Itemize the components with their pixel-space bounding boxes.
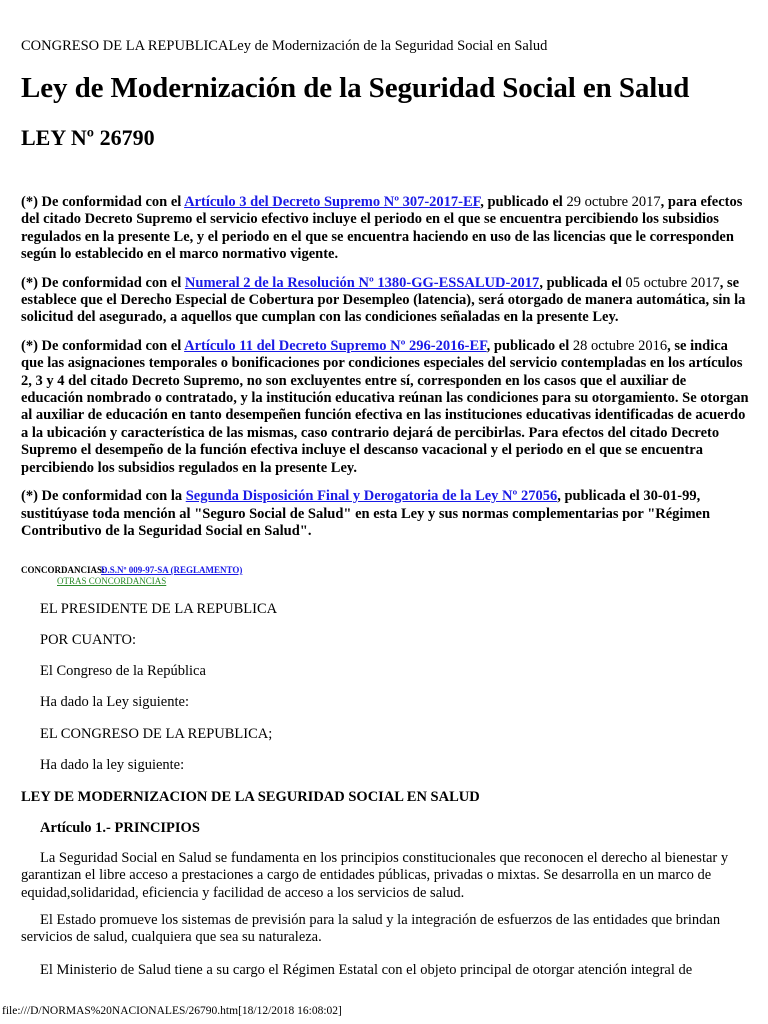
note-3-link[interactable]: Artículo 11 del Decreto Supremo Nº 296-2016-EF [184,337,487,354]
preamble-line: POR CUANTO: [40,632,137,648]
note-4-link[interactable]: Segunda Disposición Final y Derogatoria de la Ley Nº 27056 [185,488,558,505]
article-heading: Artículo 1.- PRINCIPIOS [40,820,200,836]
otras-concordancias-link[interactable]: OTRAS CONCORDANCIAS [57,575,167,586]
note-1-link[interactable]: Artículo 3 del Decreto Supremo Nº 307-2017-EF [184,194,481,210]
note-4 [21,488,749,540]
note-date: 28 octubre 2016 [572,337,668,354]
note-mid: , publicada el [539,274,626,291]
notes-section [21,194,749,551]
paragraph: El Ministerio de Salud tiene a su cargo el Régimen Estatal con el objeto principal de otorgar atención integral de [40,962,693,978]
reglamento-link[interactable]: D.S.Nº 009-97-SA (REGLAMENTO) [101,565,243,575]
law-number: LEY Nº 26790 [21,125,155,150]
note-text: , para efectos del citado Decreto Supremo el servicio efectivo incluye el periodo en el que se encuentra percibiendo los subsidios regulados en la presente Le, y el periodo en el que se encuentra haciendo en uso de las licencias que le corresponden según lo establecido en el marco normativo vigente. [21,194,743,263]
note-prefix: (*) De conformidad con el [21,194,185,210]
page-title: Ley de Modernización de la Seguridad Social en Salud [21,72,690,104]
note-mid: , publicado el [480,194,567,210]
note-mid: , publicado el [486,337,573,354]
concordancias-label: CONCORDANCIAS: [21,565,106,575]
file-path-footer: file:///D/NORMAS%20NACIONALES/26790.htm[18/12/2018 16:08:02] [2,1005,342,1017]
note-prefix: (*) De conformidad con el [21,337,185,354]
paragraph: El Estado promueve los sistemas de previsión para la salud y la integración de esfuerzos de las entidades que brindan servicios de salud, cualquiera que sea su naturaleza. [21,912,721,946]
concordancias [21,565,242,586]
preamble-line: Ha dado la Ley siguiente: [40,694,189,710]
note-1 [21,194,749,264]
law-title: LEY DE MODERNIZACION DE LA SEGURIDAD SOCIAL EN SALUD [21,789,480,805]
preamble-line: EL CONGRESO DE LA REPUBLICA; [40,726,273,742]
note-date: 29 octubre 2017 [566,194,661,210]
note-prefix: (*) De conformidad con el [21,274,185,291]
note-text: , se indica que las asignaciones temporales o bonificaciones por condiciones especiales del servicio contempladas en los artículos 2, 3 y 4 del citado Decreto Supremo, no son excluyentes entre sí, corresponden en los casos que el auxiliar de educación nombrado o contratado, y la institución educativa reúnan las condiciones para su otorgamiento. Se otorgan al auxiliar de educación en tanto desempeñen función efectiva en las instituciones educativas identificadas de acuerdo a la ubicación y característica de las mismas, caso contrario dejará de percibirlas. Para efectos del citado Decreto Supremo el desempeño de la función efectiva incluye el descanso vacacional y el periodo en el que se encuentra percibiendo los subsidios regulados en la presente Ley. [21,337,749,476]
note-mid: , publicada el 30-01-99, sustitúyase toda mención al "Seguro Social de Salud" en esta Ley y sus normas complementarias por "Régimen Contributivo de la Seguridad Social en Salud". [21,488,711,539]
note-2-link[interactable]: Numeral 2 de la Resolución Nº 1380-GG-ESSALUD-2017 [184,274,540,291]
preamble-line: EL PRESIDENTE DE LA REPUBLICA [40,601,278,617]
note-2 [21,275,749,327]
running-header: CONGRESO DE LA REPUBLICALey de Modernización de la Seguridad Social en Salud [21,38,548,54]
paragraph: La Seguridad Social en Salud se fundamenta en los principios constitucionales que reconocen el derecho al bienestar y garantizan el libre acceso a prestaciones a cargo de entidades públicas, privadas o mixtas. Se desarrolla en un marco de equidad,solidaridad, eficiencia y facilidad de acceso a los servicios de salud. [21,850,729,901]
preamble-line: El Congreso de la República [40,663,206,679]
note-3 [21,338,749,477]
note-date: 05 octubre 2017 [625,274,720,291]
note-prefix: (*) De conformidad con la [21,488,186,505]
preamble-line: Ha dado la ley siguiente: [40,757,185,773]
note-text: , se establece que el Derecho Especial de Cobertura por Desempleo (latencia), será otorgado de manera automática, sin la solicitud del asegurado, a aquellos que cumplan con las condiciones señaladas en la presente Ley. [21,274,746,326]
